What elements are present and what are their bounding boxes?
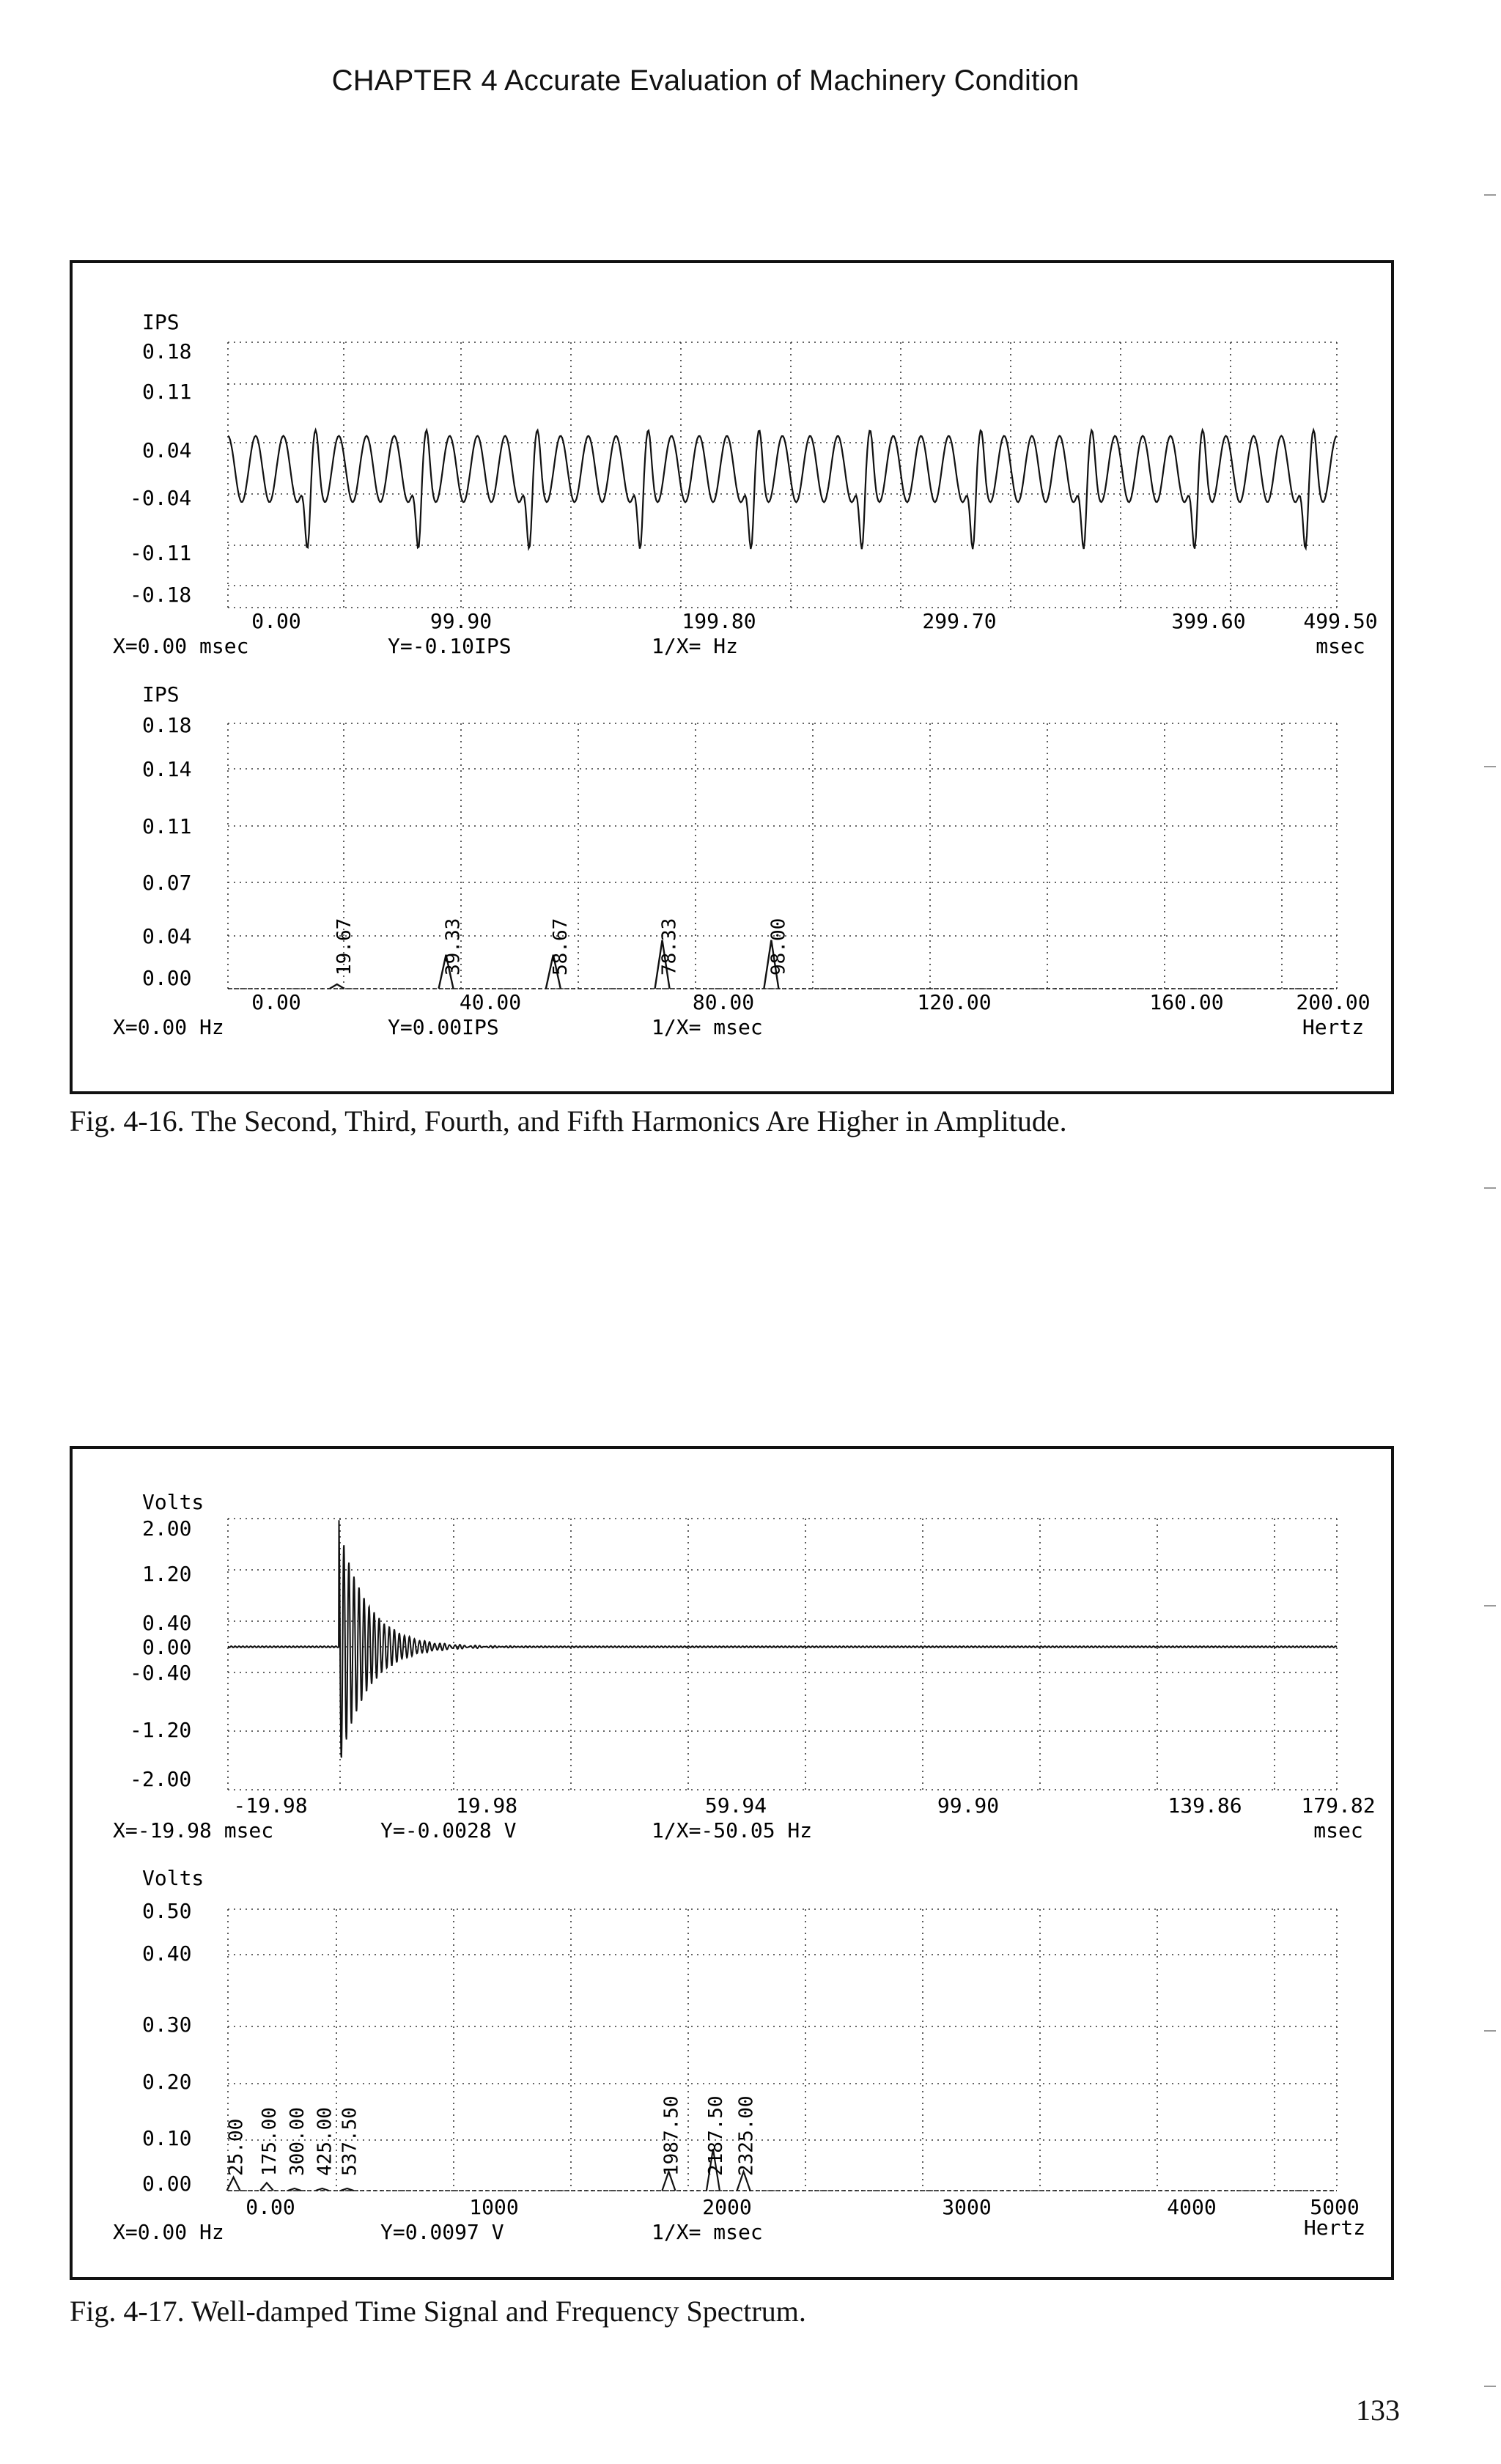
peak-label: 78.33: [658, 918, 681, 975]
y-tick-label: 0.50: [142, 1899, 192, 1923]
cursor-inverse-readout: 1/X= Hz: [652, 634, 739, 658]
peak-label: 2325.00: [735, 2095, 758, 2176]
y-tick-label: 0.11: [142, 814, 192, 838]
x-tick-label: 179.82: [1301, 1793, 1376, 1818]
y-tick-label: 1.20: [142, 1562, 192, 1586]
scan-edge-mark: [1484, 1605, 1496, 1607]
cursor-y-readout: Y=0.0097 V: [380, 2220, 504, 2244]
time-waveform-line: [228, 1520, 1337, 1757]
x-tick-label: 299.70: [922, 609, 997, 633]
y-tick-label: 0.00: [142, 1635, 192, 1659]
x-tick-label: 19.98: [455, 1793, 518, 1818]
x-tick-label: -19.98: [233, 1793, 308, 1818]
x-unit-label: Hertz: [1303, 2216, 1366, 2240]
x-tick-label: 1000: [469, 2195, 519, 2219]
figure-4-17-plots: [73, 1449, 1392, 2277]
y-tick-label: -2.00: [130, 1767, 192, 1791]
y-tick-label: 0.07: [142, 871, 192, 895]
x-unit-label: msec: [1316, 634, 1365, 658]
peak-label: 300.00: [286, 2107, 309, 2176]
cursor-y-readout: Y=-0.0028 V: [380, 1818, 517, 1843]
cursor-x-readout: X=-19.98 msec: [113, 1818, 274, 1843]
page-number: 133: [1356, 2394, 1400, 2427]
y-tick-label: -0.40: [130, 1661, 192, 1685]
time-y-tick-labels: [130, 1516, 191, 1791]
x-tick-label: 139.86: [1168, 1793, 1242, 1818]
scan-edge-mark: [1484, 2386, 1496, 2387]
y-tick-label: 0.18: [142, 713, 192, 737]
peak-label: 175.00: [258, 2107, 281, 2176]
x-tick-label: 59.94: [704, 1793, 767, 1818]
x-tick-label: 160.00: [1149, 990, 1224, 1014]
y-tick-label: 0.00: [142, 2172, 192, 2196]
x-tick-label: 99.90: [937, 1793, 1000, 1818]
x-tick-label: 99.90: [429, 609, 493, 633]
x-tick-label: 0.00: [251, 990, 301, 1014]
x-tick-label: 0.00: [251, 609, 301, 633]
cursor-inverse-readout: 1/X=-50.05 Hz: [652, 1818, 813, 1843]
peak-label: 425.00: [314, 2107, 336, 2176]
y-tick-label: -0.18: [130, 583, 192, 607]
y-tick-label: 0.40: [142, 1941, 192, 1966]
cursor-x-readout: X=0.00 msec: [113, 634, 249, 658]
y-tick-label: 0.20: [142, 2070, 192, 2094]
figure-4-16-caption: Fig. 4-16. The Second, Third, Fourth, and Fifth Harmonics Are Higher in Amplitude.: [70, 1104, 1067, 1137]
peak-label: 98.00: [767, 918, 790, 975]
chapter-header: CHAPTER 4 Accurate Evaluation of Machinery Condition: [331, 64, 1080, 97]
spectrum-x-tick-labels: [251, 990, 1370, 1014]
peak-label: 1987.50: [660, 2095, 683, 2176]
figure-4-17-box: [70, 1446, 1394, 2280]
x-tick-label: 0.00: [246, 2195, 295, 2219]
scan-edge-mark: [1484, 1187, 1496, 1189]
y-tick-label: 0.30: [142, 2013, 192, 2037]
peak-label: 25.00: [225, 2118, 248, 2176]
peak-label: 58.67: [549, 918, 572, 975]
y-tick-label: -0.11: [130, 541, 192, 565]
peak-label: 2187.50: [704, 2095, 727, 2176]
time-plot-grid: [228, 342, 1337, 608]
cursor-inverse-readout: 1/X= msec: [652, 1015, 763, 1039]
x-tick-label: 3000: [942, 2195, 992, 2219]
spectrum-plot-grid: [225, 1909, 1337, 2191]
spectrum-y-tick-labels: [142, 713, 191, 990]
y-tick-label: 0.04: [142, 924, 192, 948]
spectrum-x-tick-labels: [246, 2195, 1359, 2219]
x-tick-label: 499.50: [1303, 609, 1378, 633]
x-tick-label: 5000: [1310, 2195, 1360, 2219]
time-x-tick-labels: [251, 609, 1377, 633]
spectrum-peaks: [226, 2095, 1337, 2191]
spectrum-peak: [260, 2183, 273, 2191]
spectrum-peak: [330, 984, 344, 989]
spectrum-peaks: [228, 918, 1337, 989]
cursor-x-readout: X=0.00 Hz: [113, 1015, 224, 1039]
x-tick-label: 4000: [1167, 2195, 1217, 2219]
figure-4-17-caption: Fig. 4-17. Well-damped Time Signal and Frequency Spectrum.: [70, 2295, 806, 2328]
y-tick-label: 2.00: [142, 1516, 192, 1541]
time-y-tick-labels: [130, 339, 191, 607]
x-tick-label: 2000: [702, 2195, 752, 2219]
y-tick-label: 0.18: [142, 339, 192, 364]
x-tick-label: 80.00: [692, 990, 755, 1014]
x-tick-label: 200.00: [1296, 990, 1371, 1014]
peak-label: 39.33: [442, 918, 465, 975]
figure-4-16-plots: [73, 263, 1392, 1091]
y-tick-label: 0.11: [142, 380, 192, 404]
y-tick-label: 0.10: [142, 2126, 192, 2150]
y-tick-label: -1.20: [130, 1718, 192, 1742]
time-plot-grid: [228, 1519, 1337, 1790]
y-tick-label: 0.04: [142, 438, 192, 462]
peak-label: 19.67: [333, 918, 355, 975]
cursor-y-readout: Y=-0.10IPS: [388, 634, 512, 658]
cursor-y-readout: Y=0.00IPS: [388, 1015, 499, 1039]
figure-4-16-box: [70, 260, 1394, 1094]
y-tick-label: 0.14: [142, 757, 192, 781]
time-waveform-line: [228, 430, 1337, 549]
time-unit-label: Volts: [142, 1490, 204, 1514]
x-tick-label: 40.00: [459, 990, 522, 1014]
y-tick-label: -0.04: [130, 486, 192, 510]
x-tick-label: 120.00: [917, 990, 992, 1014]
spectrum-y-tick-labels: [142, 1899, 191, 2196]
cursor-x-readout: X=0.00 Hz: [113, 2220, 224, 2244]
cursor-inverse-readout: 1/X= msec: [652, 2220, 763, 2244]
x-unit-label: msec: [1313, 1818, 1363, 1843]
time-x-tick-labels: [233, 1793, 1375, 1818]
y-tick-label: 0.00: [142, 966, 192, 990]
spectrum-unit-label: IPS: [142, 682, 180, 707]
scan-edge-mark: [1484, 194, 1496, 196]
time-unit-label: IPS: [142, 310, 180, 334]
y-tick-label: 0.40: [142, 1611, 192, 1635]
scan-edge-mark: [1484, 2030, 1496, 2032]
spectrum-unit-label: Volts: [142, 1866, 204, 1890]
x-tick-label: 199.80: [682, 609, 756, 633]
spectrum-peak: [227, 2177, 240, 2191]
scan-edge-mark: [1484, 766, 1496, 767]
x-unit-label: Hertz: [1302, 1015, 1365, 1039]
peak-label: 537.50: [339, 2107, 361, 2176]
x-tick-label: 399.60: [1171, 609, 1246, 633]
